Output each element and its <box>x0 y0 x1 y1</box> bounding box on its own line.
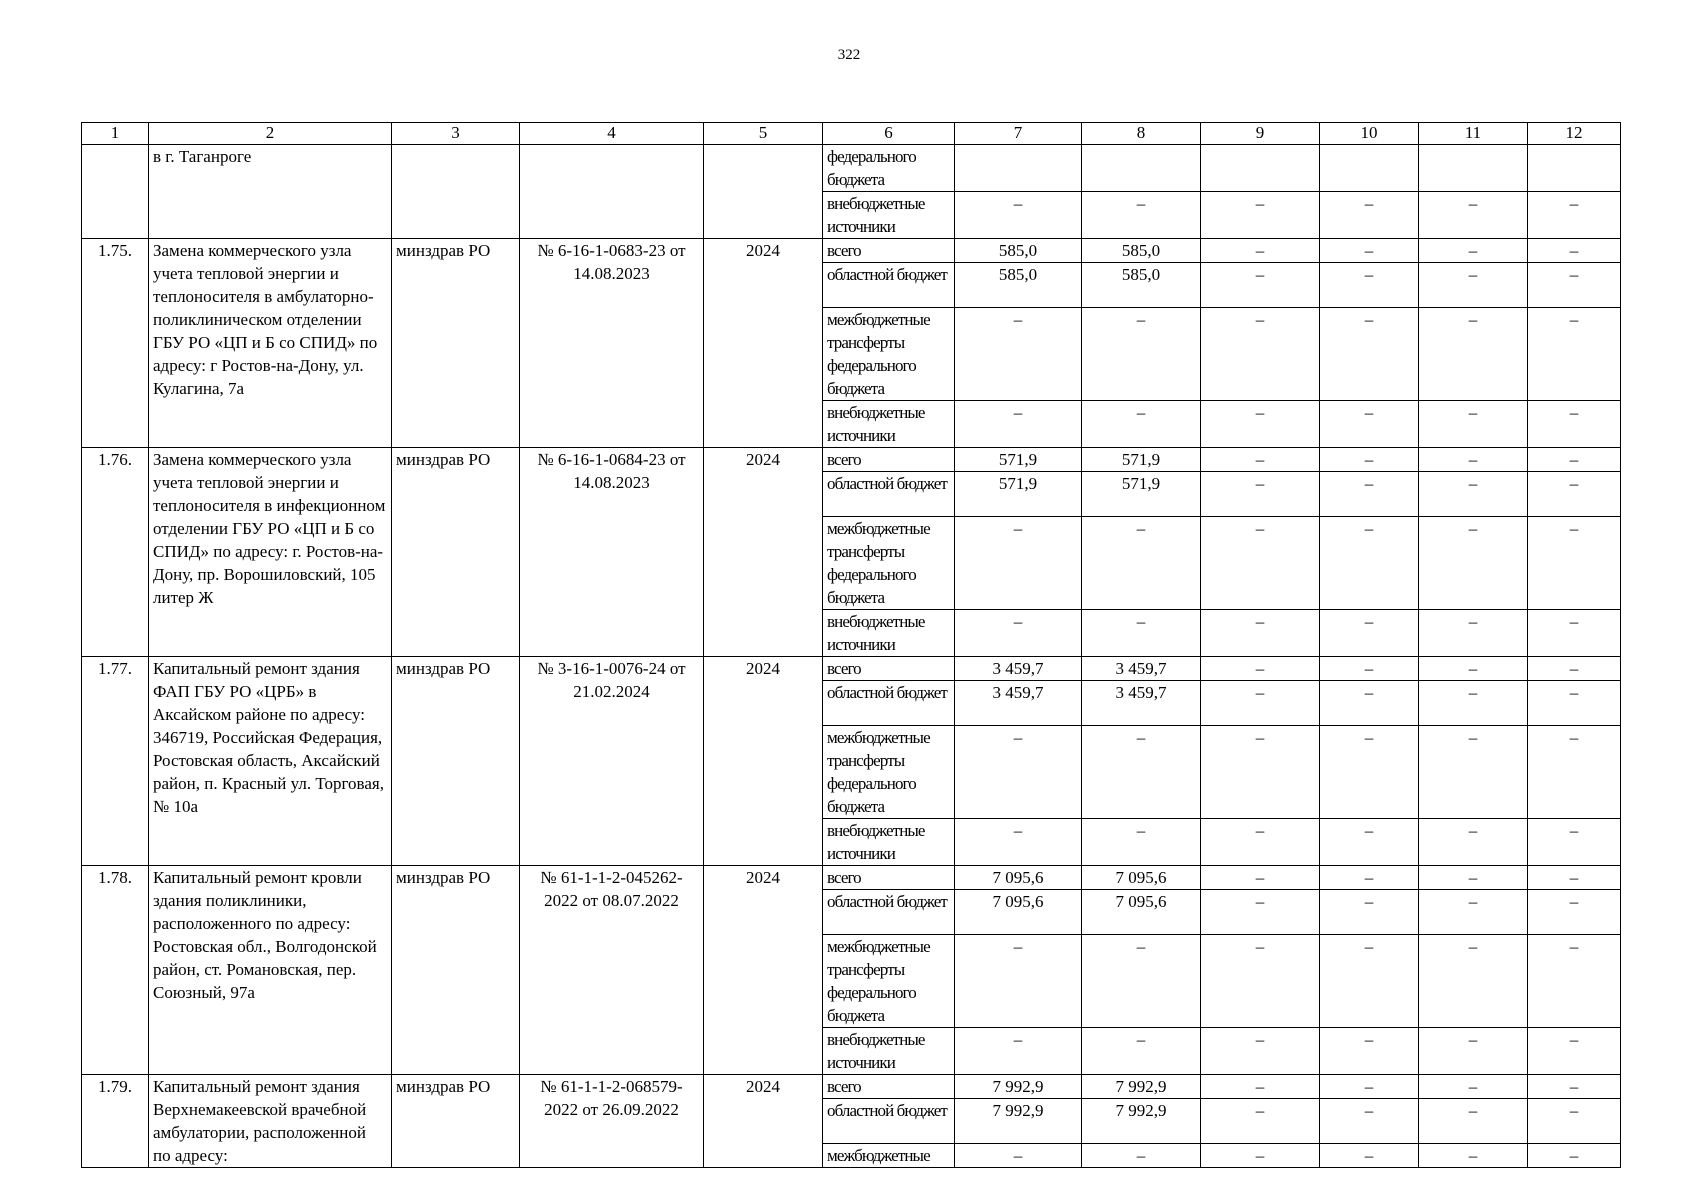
value-cell: – <box>955 1144 1082 1168</box>
value-cell: 571,9 <box>1082 448 1201 472</box>
value-cell: – <box>955 819 1082 866</box>
value-cell: – <box>1528 610 1621 657</box>
value-cell <box>1320 145 1419 192</box>
value-cell: 7 992,9 <box>1082 1099 1201 1144</box>
agency-cell: минздрав РО <box>392 239 520 448</box>
value-cell: – <box>1320 192 1419 239</box>
value-cell: – <box>1320 448 1419 472</box>
value-cell: – <box>1528 308 1621 401</box>
value-cell: – <box>1082 192 1201 239</box>
value-cell: – <box>1419 866 1528 890</box>
value-cell: – <box>1320 263 1419 308</box>
value-cell: 585,0 <box>955 239 1082 263</box>
value-cell <box>955 145 1082 192</box>
value-cell: – <box>1201 610 1320 657</box>
value-cell: – <box>1320 819 1419 866</box>
value-cell: – <box>1201 890 1320 935</box>
value-cell: 7 095,6 <box>955 866 1082 890</box>
value-cell: – <box>1528 935 1621 1028</box>
value-cell: – <box>1419 1144 1528 1168</box>
document-cell: № 3-16-1-0076-24 от 21.02.2024 <box>520 657 704 866</box>
value-cell: 7 095,6 <box>955 890 1082 935</box>
item-name: Капитальный ремонт здания ФАП ГБУ РО «ЦРБ» в Аксайском районе по адресу: 346719, Российская Федерация, Ростовская область, Аксайский район, п. Красный ул. Торговая, № 10а <box>149 657 392 866</box>
value-cell: 3 459,7 <box>1082 657 1201 681</box>
value-cell: 585,0 <box>955 263 1082 308</box>
value-cell: – <box>1419 1028 1528 1075</box>
document-cell <box>520 145 704 239</box>
col-header: 3 <box>392 123 520 145</box>
value-cell: – <box>1320 401 1419 448</box>
value-cell: – <box>1320 866 1419 890</box>
value-cell: – <box>1419 401 1528 448</box>
col-header: 9 <box>1201 123 1320 145</box>
year-cell: 2024 <box>704 866 823 1075</box>
agency-cell: минздрав РО <box>392 657 520 866</box>
col-header: 6 <box>823 123 955 145</box>
value-cell: – <box>955 935 1082 1028</box>
document-cell: № 61-1-1-2-045262-2022 от 08.07.2022 <box>520 866 704 1075</box>
value-cell: 7 992,9 <box>955 1099 1082 1144</box>
agency-cell <box>392 145 520 239</box>
value-cell: – <box>1320 1099 1419 1144</box>
value-cell: – <box>955 401 1082 448</box>
value-cell: – <box>1320 472 1419 517</box>
funding-source: межбюджетные <box>823 1144 955 1168</box>
value-cell: 7 095,6 <box>1082 866 1201 890</box>
value-cell: – <box>1201 819 1320 866</box>
funding-source: внебюджетные источники <box>823 819 955 866</box>
value-cell: – <box>1082 1144 1201 1168</box>
value-cell: – <box>1419 263 1528 308</box>
value-cell: – <box>1201 1144 1320 1168</box>
year-cell: 2024 <box>704 448 823 657</box>
value-cell: – <box>1201 308 1320 401</box>
value-cell: – <box>1320 890 1419 935</box>
agency-cell: минздрав РО <box>392 866 520 1075</box>
year-cell: 2024 <box>704 239 823 448</box>
item-name: Капитальный ремонт здания Верхнемакеевской врачебной амбулатории, расположенной по адресу: <box>149 1075 392 1168</box>
value-cell: – <box>1528 472 1621 517</box>
value-cell: – <box>1201 263 1320 308</box>
value-cell: – <box>1528 657 1621 681</box>
value-cell: – <box>1419 935 1528 1028</box>
value-cell: – <box>1082 819 1201 866</box>
col-header: 1 <box>82 123 149 145</box>
table-row <box>82 1075 1621 1099</box>
value-cell: – <box>1528 819 1621 866</box>
value-cell: – <box>1201 401 1320 448</box>
item-number: 1.76. <box>82 448 149 657</box>
value-cell: – <box>1528 890 1621 935</box>
table-row <box>82 866 1621 890</box>
value-cell: – <box>955 517 1082 610</box>
value-cell: – <box>1082 1028 1201 1075</box>
value-cell: – <box>1419 448 1528 472</box>
col-header: 12 <box>1528 123 1621 145</box>
value-cell: – <box>1201 681 1320 726</box>
value-cell: – <box>1320 1028 1419 1075</box>
value-cell: – <box>1528 681 1621 726</box>
funding-source: внебюджетные источники <box>823 610 955 657</box>
value-cell: – <box>1528 726 1621 819</box>
document-cell: № 6-16-1-0683-23 от 14.08.2023 <box>520 239 704 448</box>
funding-source: всего <box>823 448 955 472</box>
funding-source: межбюджетные трансферты федерального бюджета <box>823 935 955 1028</box>
item-number: 1.75. <box>82 239 149 448</box>
funding-source: внебюджетные источники <box>823 192 955 239</box>
value-cell: – <box>1320 657 1419 681</box>
funding-source: всего <box>823 1075 955 1099</box>
page-number: 322 <box>837 47 861 63</box>
value-cell: – <box>1201 726 1320 819</box>
agency-cell: минздрав РО <box>392 448 520 657</box>
funding-source: межбюджетные трансферты федерального бюджета <box>823 517 955 610</box>
value-cell: – <box>1320 610 1419 657</box>
value-cell: – <box>1419 610 1528 657</box>
item-name: Замена коммерческого узла учета тепловой энергии и теплоносителя в инфекционном отделении ГБУ РО «ЦП и Б со СПИД» по адресу: г. Ростов-на-Дону, пр. Ворошиловский, 105 литер Ж <box>149 448 392 657</box>
header-row <box>82 123 1621 145</box>
value-cell: 3 459,7 <box>955 681 1082 726</box>
value-cell <box>1082 145 1201 192</box>
table-row <box>82 657 1621 681</box>
value-cell: – <box>1528 448 1621 472</box>
value-cell: – <box>1528 866 1621 890</box>
value-cell: – <box>1320 726 1419 819</box>
value-cell: – <box>1528 1144 1621 1168</box>
year-cell: 2024 <box>704 657 823 866</box>
document-cell: № 61-1-1-2-068579-2022 от 26.09.2022 <box>520 1075 704 1168</box>
col-header: 7 <box>955 123 1082 145</box>
year-cell: 2024 <box>704 1075 823 1168</box>
value-cell: – <box>1201 517 1320 610</box>
agency-cell: минздрав РО <box>392 1075 520 1168</box>
value-cell: – <box>1201 192 1320 239</box>
value-cell: – <box>1201 1028 1320 1075</box>
item-number: 1.78. <box>82 866 149 1075</box>
value-cell: – <box>1528 1099 1621 1144</box>
item-name: Замена коммерческого узла учета тепловой энергии и теплоносителя в амбулаторно-поликлиническом отделении ГБУ РО «ЦП и Б со СПИД» по адресу: г Ростов-на-Дону, ул. Кулагина, 7а <box>149 239 392 448</box>
funding-source: всего <box>823 239 955 263</box>
value-cell: – <box>1528 263 1621 308</box>
col-header: 11 <box>1419 123 1528 145</box>
table-row <box>82 448 1621 472</box>
value-cell: – <box>1419 726 1528 819</box>
value-cell: – <box>1419 1099 1528 1144</box>
value-cell: – <box>1201 472 1320 517</box>
value-cell: – <box>955 308 1082 401</box>
value-cell: – <box>1320 308 1419 401</box>
value-cell: – <box>1528 517 1621 610</box>
value-cell: – <box>1082 401 1201 448</box>
value-cell: – <box>1528 401 1621 448</box>
value-cell <box>1528 145 1621 192</box>
funding-source: областной бюджет <box>823 1099 955 1144</box>
col-header: 2 <box>149 123 392 145</box>
item-number: 1.79. <box>82 1075 149 1168</box>
value-cell: – <box>1419 308 1528 401</box>
value-cell: 7 095,6 <box>1082 890 1201 935</box>
funding-source: областной бюджет <box>823 263 955 308</box>
value-cell: – <box>1419 890 1528 935</box>
funding-source: областной бюджет <box>823 681 955 726</box>
value-cell <box>1201 145 1320 192</box>
value-cell: – <box>1419 819 1528 866</box>
funding-source: внебюджетные источники <box>823 1028 955 1075</box>
funding-source: областной бюджет <box>823 472 955 517</box>
budget-table <box>81 122 1621 1168</box>
value-cell: 585,0 <box>1082 263 1201 308</box>
table-body <box>82 145 1621 1168</box>
table-row <box>82 239 1621 263</box>
value-cell: – <box>955 610 1082 657</box>
value-cell: – <box>1201 239 1320 263</box>
value-cell: 3 459,7 <box>955 657 1082 681</box>
item-number <box>82 145 149 239</box>
value-cell: – <box>1201 866 1320 890</box>
value-cell: 3 459,7 <box>1082 681 1201 726</box>
value-cell: 571,9 <box>1082 472 1201 517</box>
value-cell: – <box>1419 239 1528 263</box>
value-cell: – <box>1528 239 1621 263</box>
item-name: в г. Таганроге <box>149 145 392 239</box>
value-cell: – <box>1082 935 1201 1028</box>
value-cell: – <box>1320 681 1419 726</box>
value-cell: – <box>1320 1144 1419 1168</box>
value-cell: – <box>1201 1075 1320 1099</box>
value-cell: – <box>1201 935 1320 1028</box>
value-cell: – <box>1528 1075 1621 1099</box>
value-cell: 585,0 <box>1082 239 1201 263</box>
value-cell: – <box>1082 726 1201 819</box>
value-cell: – <box>1419 472 1528 517</box>
year-cell <box>704 145 823 239</box>
value-cell: 7 992,9 <box>955 1075 1082 1099</box>
value-cell <box>1419 145 1528 192</box>
value-cell: – <box>1419 657 1528 681</box>
table-row <box>82 145 1621 192</box>
value-cell: – <box>1320 239 1419 263</box>
value-cell: – <box>955 192 1082 239</box>
funding-source: внебюджетные источники <box>823 401 955 448</box>
value-cell: – <box>1320 517 1419 610</box>
col-header: 4 <box>520 123 704 145</box>
funding-source: областной бюджет <box>823 890 955 935</box>
value-cell: 7 992,9 <box>1082 1075 1201 1099</box>
funding-source: федерального бюджета <box>823 145 955 192</box>
value-cell: – <box>1201 657 1320 681</box>
item-number: 1.77. <box>82 657 149 866</box>
value-cell: – <box>1201 448 1320 472</box>
funding-source: всего <box>823 866 955 890</box>
item-name: Капитальный ремонт кровли здания поликлиники, расположенного по адресу: Ростовская обл., Волгодонской район, ст. Романовская, пер. Союзный, 97а <box>149 866 392 1075</box>
value-cell: – <box>1082 517 1201 610</box>
funding-source: межбюджетные трансферты федерального бюджета <box>823 726 955 819</box>
value-cell: – <box>955 726 1082 819</box>
value-cell: – <box>955 1028 1082 1075</box>
value-cell: – <box>1320 935 1419 1028</box>
value-cell: – <box>1419 1075 1528 1099</box>
value-cell: – <box>1082 610 1201 657</box>
value-cell: – <box>1201 1099 1320 1144</box>
funding-source: межбюджетные трансферты федерального бюджета <box>823 308 955 401</box>
value-cell: – <box>1419 517 1528 610</box>
col-header: 8 <box>1082 123 1201 145</box>
col-header: 5 <box>704 123 823 145</box>
funding-source: всего <box>823 657 955 681</box>
value-cell: 571,9 <box>955 448 1082 472</box>
value-cell: – <box>1419 192 1528 239</box>
value-cell: 571,9 <box>955 472 1082 517</box>
value-cell: – <box>1320 1075 1419 1099</box>
col-header: 10 <box>1320 123 1419 145</box>
value-cell: – <box>1082 308 1201 401</box>
value-cell: – <box>1419 681 1528 726</box>
value-cell: – <box>1528 192 1621 239</box>
document-cell: № 6-16-1-0684-23 от 14.08.2023 <box>520 448 704 657</box>
value-cell: – <box>1528 1028 1621 1075</box>
